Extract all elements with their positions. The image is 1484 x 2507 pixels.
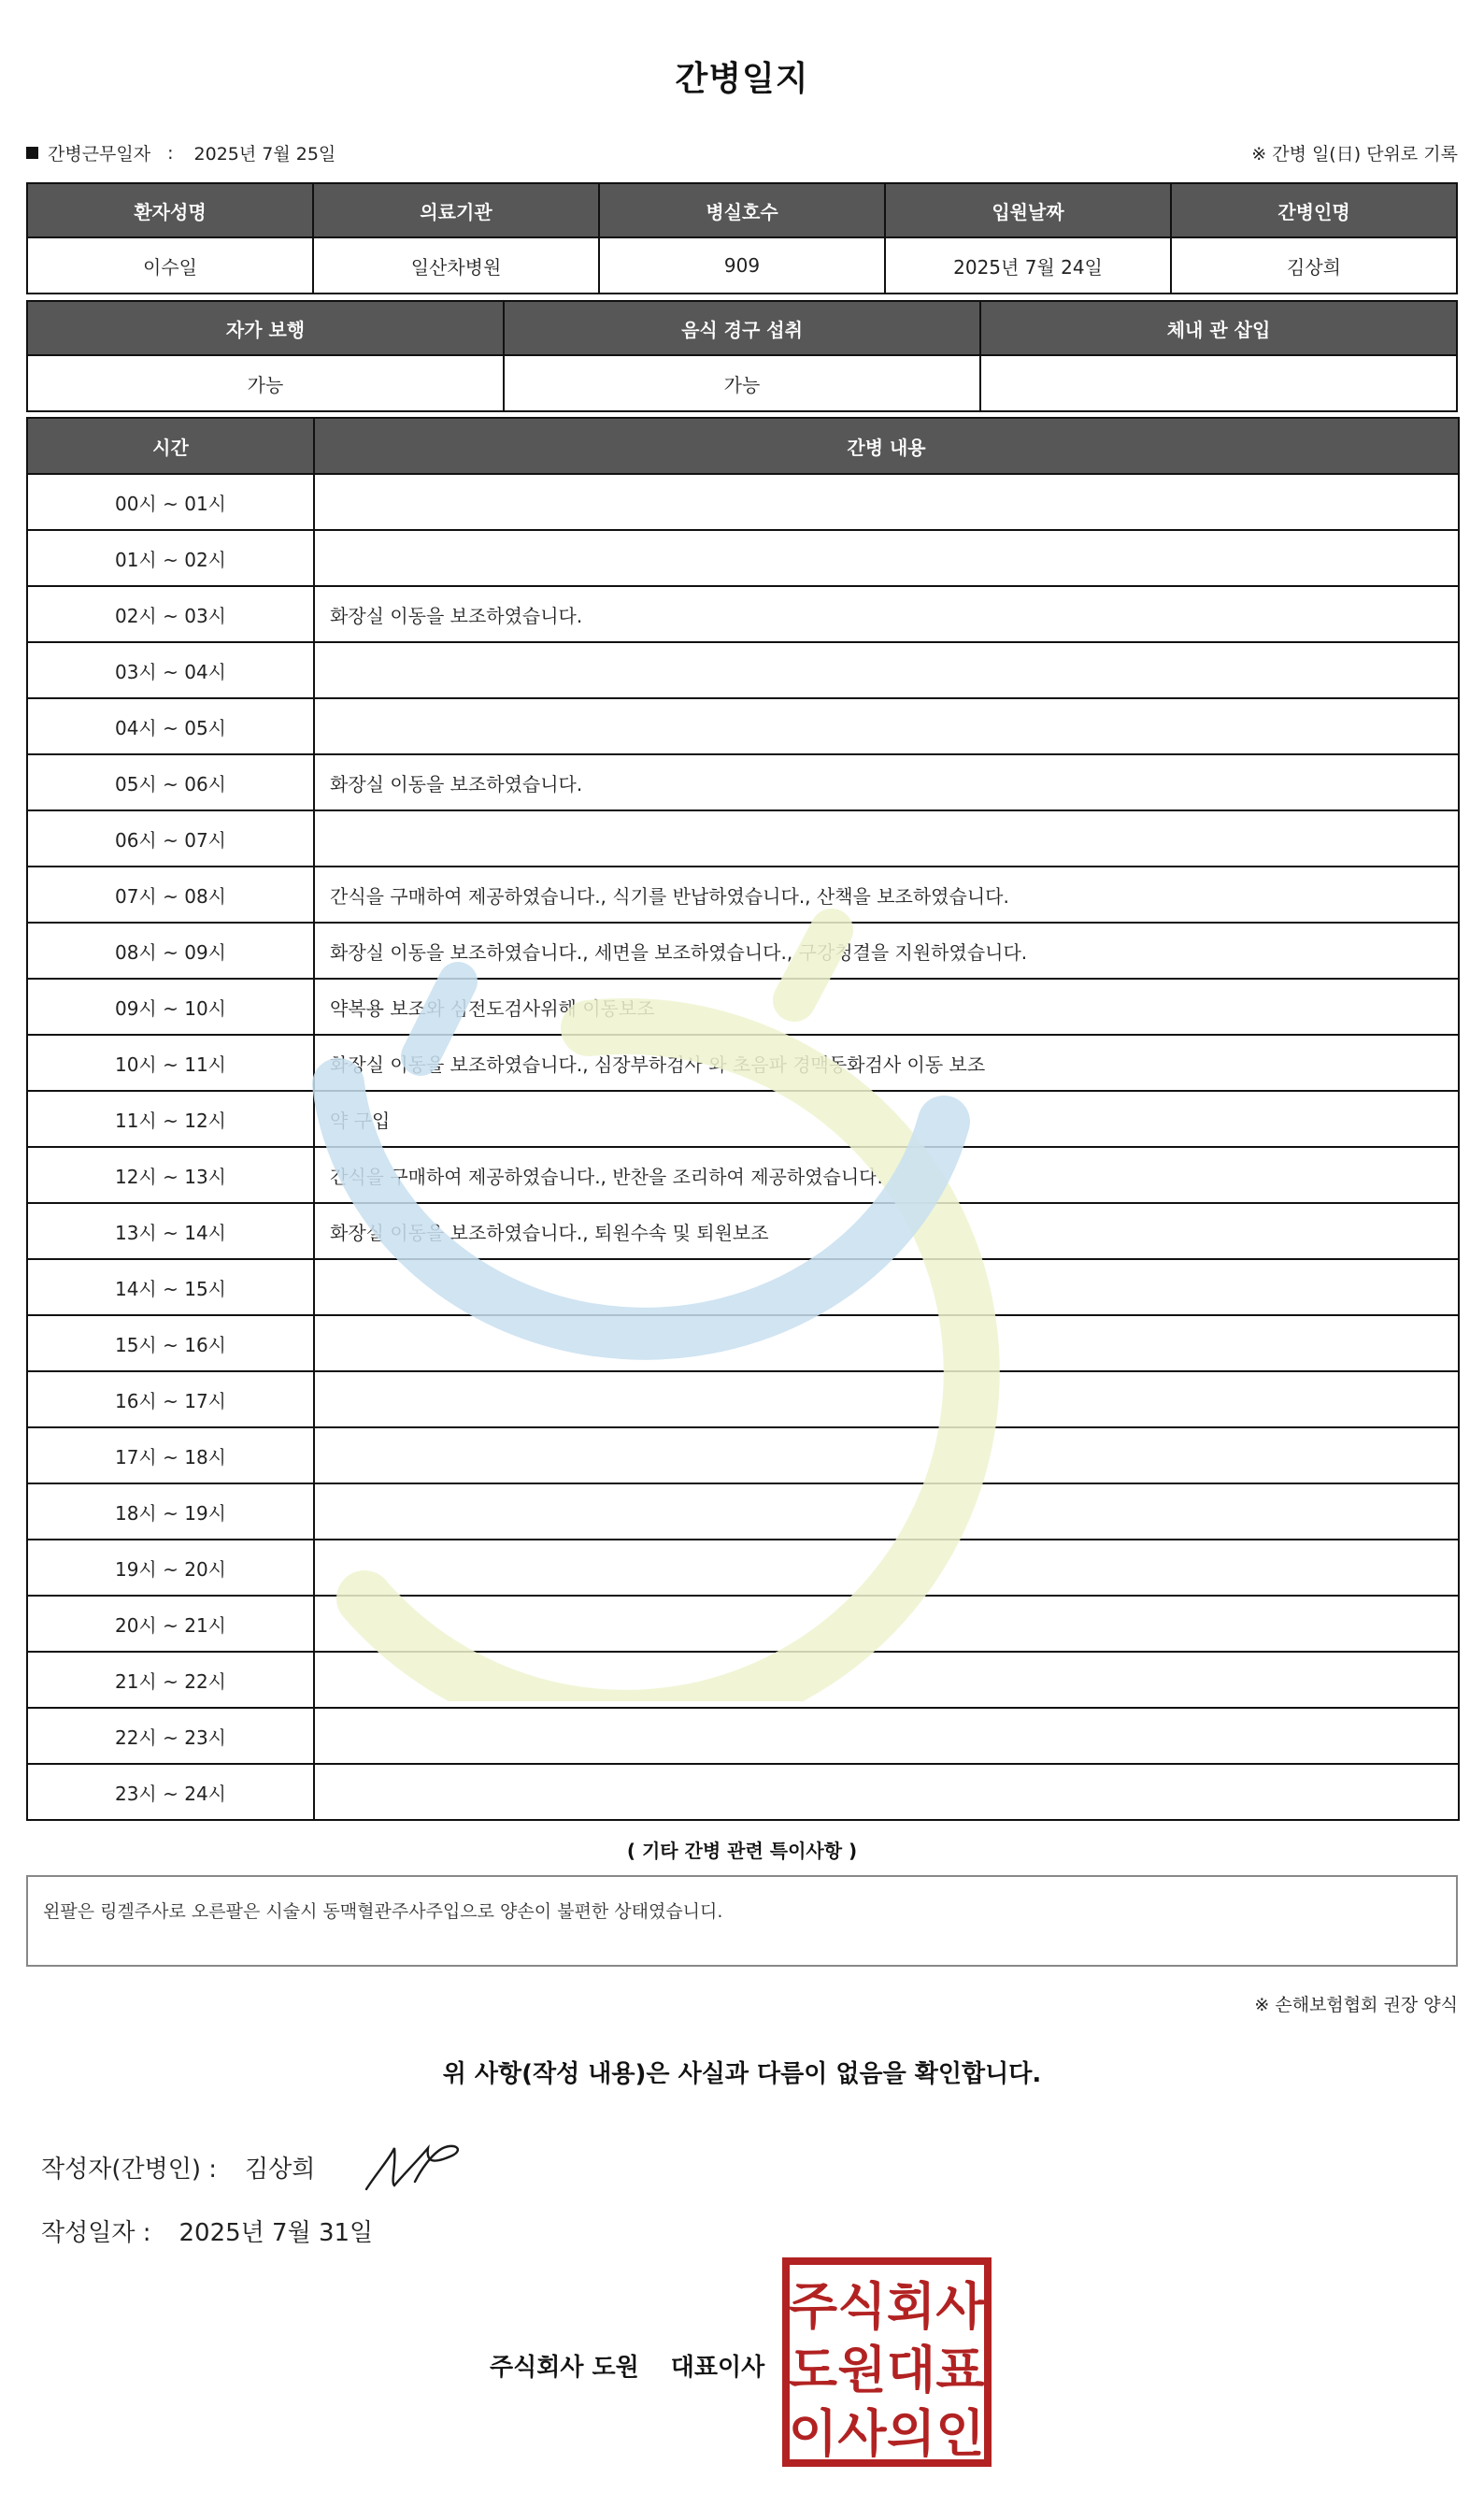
seal-glyph: 도 bbox=[788, 2341, 838, 2400]
time-slot: 08시 ~ 09시 bbox=[27, 923, 314, 979]
care-content: 화장실 이동을 보조하였습니다., 퇴원수속 및 퇴원보조 bbox=[314, 1203, 1459, 1259]
table-row bbox=[27, 923, 1459, 979]
writer-name: 김상희 bbox=[245, 2156, 316, 2184]
patient-ability-table bbox=[26, 300, 1458, 412]
tube-value bbox=[980, 355, 1457, 411]
table-row bbox=[27, 1483, 1459, 1540]
company-name: 주식회사 도원 bbox=[490, 2354, 639, 2382]
document-title: 간병일지 bbox=[675, 60, 809, 98]
table-row bbox=[27, 1371, 1459, 1427]
header-room: 병실호수 bbox=[599, 183, 885, 237]
table-row bbox=[27, 474, 1459, 530]
hospital: 일산차병원 bbox=[313, 237, 599, 294]
care-content bbox=[314, 810, 1459, 867]
remarks-box: 왼팔은 링겔주사로 오른팔은 시술시 동맥혈관주사주입으로 양손이 불편한 상태였습니디. bbox=[26, 1875, 1458, 1967]
table-row bbox=[27, 1427, 1459, 1483]
time-slot: 21시 ~ 22시 bbox=[27, 1652, 314, 1708]
time-slot: 04시 ~ 05시 bbox=[27, 698, 314, 754]
header-walking: 자가 보행 bbox=[27, 301, 504, 355]
header-hospital: 의료기관 bbox=[313, 183, 599, 237]
care-content: 간식을 구매하여 제공하였습니다., 반찬을 조리하여 제공하였습니다. bbox=[314, 1147, 1459, 1203]
table-row bbox=[27, 1652, 1459, 1708]
time-slot: 11시 ~ 12시 bbox=[27, 1091, 314, 1147]
care-content bbox=[314, 1652, 1459, 1708]
seal-glyph: 주 bbox=[788, 2277, 838, 2336]
meta-row bbox=[26, 140, 1458, 168]
table-row bbox=[27, 867, 1459, 923]
time-slot: 06시 ~ 07시 bbox=[27, 810, 314, 867]
table-row bbox=[27, 754, 1459, 810]
table-row bbox=[27, 642, 1459, 698]
writer-label: 작성자(간병인) : bbox=[41, 2156, 218, 2184]
care-content bbox=[314, 1483, 1459, 1540]
form-note: ※ 손해보험협회 권장 양식 bbox=[1254, 1995, 1458, 2015]
time-slot: 01시 ~ 02시 bbox=[27, 530, 314, 586]
table-row bbox=[27, 698, 1459, 754]
care-content bbox=[314, 1596, 1459, 1652]
table-row bbox=[27, 1764, 1459, 1820]
time-slot: 19시 ~ 20시 bbox=[27, 1540, 314, 1596]
time-slot: 09시 ~ 10시 bbox=[27, 979, 314, 1035]
table-row bbox=[27, 1147, 1459, 1203]
date-value: 2025년 7월 31일 bbox=[178, 2219, 374, 2247]
care-content bbox=[314, 530, 1459, 586]
work-date-separator: : bbox=[167, 142, 174, 164]
seal-glyph: 회 bbox=[886, 2277, 936, 2336]
remarks-title: ( 기타 간병 관련 특이사항 ) bbox=[626, 1840, 858, 1862]
square-bullet-icon bbox=[26, 147, 38, 159]
care-content bbox=[314, 1708, 1459, 1764]
time-slot: 13시 ~ 14시 bbox=[27, 1203, 314, 1259]
table-row bbox=[27, 1091, 1459, 1147]
table-row bbox=[27, 530, 1459, 586]
care-content bbox=[314, 1427, 1459, 1483]
caregiver-name: 김상희 bbox=[1171, 237, 1457, 294]
work-date-label: 간병근무일자 bbox=[48, 144, 151, 165]
unit-note: ※ 간병 일(日) 단위로 기록 bbox=[1251, 144, 1458, 165]
seal-glyph: 이 bbox=[788, 2404, 838, 2463]
header-care-content: 간병 내용 bbox=[314, 418, 1459, 474]
care-content: 간식을 구매하여 제공하였습니다., 식기를 반납하였습니다., 산책을 보조하였습니다. bbox=[314, 867, 1459, 923]
header-oral-intake: 음식 경구 섭취 bbox=[504, 301, 980, 355]
time-slot: 00시 ~ 01시 bbox=[27, 474, 314, 530]
care-content bbox=[314, 1371, 1459, 1427]
table-row bbox=[27, 1540, 1459, 1596]
company-seal-stamp bbox=[781, 2256, 992, 2468]
care-content: 약복용 보조와 심전도검사위해 이동보조 bbox=[314, 979, 1459, 1035]
seal-glyph: 인 bbox=[935, 2404, 985, 2463]
time-slot: 17시 ~ 18시 bbox=[27, 1427, 314, 1483]
table-row bbox=[27, 1035, 1459, 1091]
table-row bbox=[27, 1708, 1459, 1764]
seal-glyph: 대 bbox=[886, 2341, 936, 2400]
time-slot: 10시 ~ 11시 bbox=[27, 1035, 314, 1091]
patient-info-table bbox=[26, 182, 1458, 294]
header-caregiver: 간병인명 bbox=[1171, 183, 1457, 237]
date-label: 작성일자 : bbox=[41, 2219, 151, 2247]
seal-glyph: 원 bbox=[837, 2341, 887, 2400]
care-content: 화장실 이동을 보조하였습니다. bbox=[314, 754, 1459, 810]
care-content bbox=[314, 474, 1459, 530]
admission-date: 2025년 7월 24일 bbox=[885, 237, 1171, 294]
time-slot: 05시 ~ 06시 bbox=[27, 754, 314, 810]
signature-image bbox=[363, 2133, 465, 2199]
header-admission-date: 입원날짜 bbox=[885, 183, 1171, 237]
table-row bbox=[27, 1203, 1459, 1259]
table-row bbox=[27, 1315, 1459, 1371]
header-patient-name: 환자성명 bbox=[27, 183, 313, 237]
care-content bbox=[314, 642, 1459, 698]
patient-name: 이수일 bbox=[27, 237, 313, 294]
date-line bbox=[41, 2213, 373, 2248]
time-slot: 20시 ~ 21시 bbox=[27, 1596, 314, 1652]
care-content bbox=[314, 1540, 1459, 1596]
care-content: 화장실 이동을 보조하였습니다., 세면을 보조하였습니다., 구강청결을 지원하였습니다. bbox=[314, 923, 1459, 979]
care-log-table bbox=[26, 417, 1460, 1821]
seal-glyph: 의 bbox=[886, 2404, 936, 2463]
care-content: 화장실 이동을 보조하였습니다., 심장부하검사 와 초음파 경맥동화검사 이동 보조 bbox=[314, 1035, 1459, 1091]
walking-value: 가능 bbox=[27, 355, 504, 411]
time-slot: 03시 ~ 04시 bbox=[27, 642, 314, 698]
table-row bbox=[27, 586, 1459, 642]
room-number: 909 bbox=[599, 237, 885, 294]
work-date-value: 2025년 7월 25일 bbox=[193, 144, 336, 165]
confirmation-statement: 위 사항(작성 내용)은 사실과 다름이 없음을 확인합니다. bbox=[442, 2060, 1042, 2088]
ceo-label: 대표이사 bbox=[670, 2354, 765, 2382]
time-slot: 07시 ~ 08시 bbox=[27, 867, 314, 923]
time-slot: 15시 ~ 16시 bbox=[27, 1315, 314, 1371]
seal-glyph: 표 bbox=[935, 2341, 985, 2400]
time-slot: 18시 ~ 19시 bbox=[27, 1483, 314, 1540]
table-row bbox=[27, 1259, 1459, 1315]
time-slot: 02시 ~ 03시 bbox=[27, 586, 314, 642]
care-content bbox=[314, 1259, 1459, 1315]
table-row bbox=[27, 810, 1459, 867]
care-content: 약 구입 bbox=[314, 1091, 1459, 1147]
writer-line bbox=[41, 2150, 315, 2185]
time-slot: 23시 ~ 24시 bbox=[27, 1764, 314, 1820]
time-slot: 16시 ~ 17시 bbox=[27, 1371, 314, 1427]
header-tube: 체내 관 삽입 bbox=[980, 301, 1457, 355]
oral-intake-value: 가능 bbox=[504, 355, 980, 411]
care-content: 화장실 이동을 보조하였습니다. bbox=[314, 586, 1459, 642]
care-content bbox=[314, 1764, 1459, 1820]
care-content bbox=[314, 698, 1459, 754]
care-content bbox=[314, 1315, 1459, 1371]
company-line bbox=[490, 2348, 764, 2383]
header-time: 시간 bbox=[27, 418, 314, 474]
seal-glyph: 사 bbox=[837, 2404, 887, 2463]
work-date bbox=[26, 140, 335, 165]
time-slot: 14시 ~ 15시 bbox=[27, 1259, 314, 1315]
seal-glyph: 식 bbox=[837, 2277, 887, 2336]
table-row bbox=[27, 1596, 1459, 1652]
seal-glyph: 사 bbox=[935, 2277, 985, 2336]
table-row bbox=[27, 979, 1459, 1035]
time-slot: 22시 ~ 23시 bbox=[27, 1708, 314, 1764]
time-slot: 12시 ~ 13시 bbox=[27, 1147, 314, 1203]
